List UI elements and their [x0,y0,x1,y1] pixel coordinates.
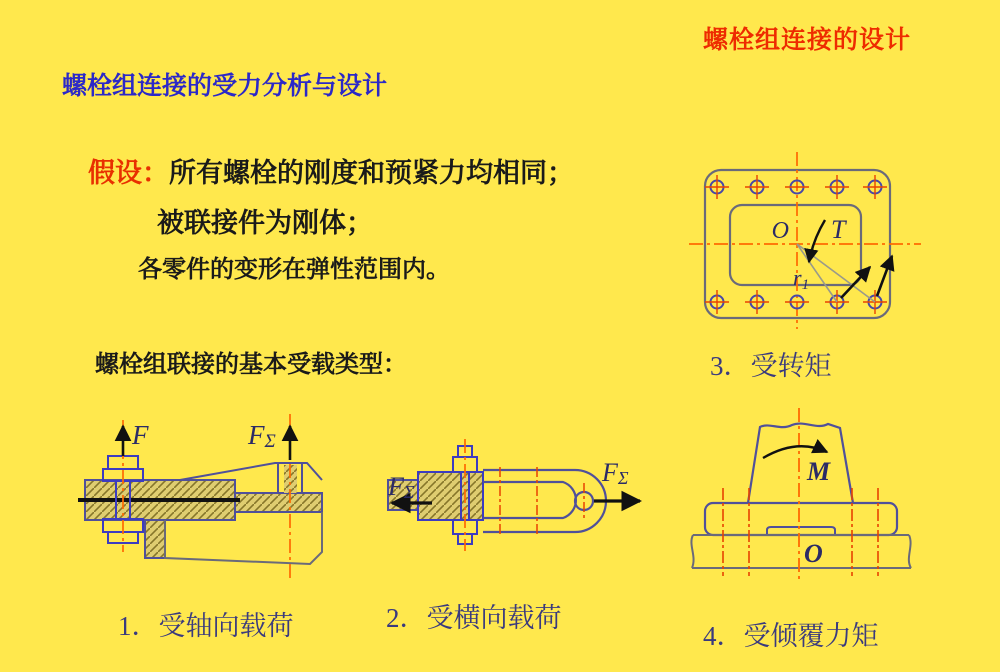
overturning-moment-diagram [685,400,960,590]
center-label: O [804,539,823,568]
force-label-F-sigma: FΣ [248,420,276,452]
assumption-label: 假设： [88,158,169,188]
assumption-line-2: 被联接件为刚体； [157,208,373,238]
radius-label: r1 [793,265,810,293]
page-title: 螺栓组连接的受力分析与设计 [62,72,388,100]
caption-overturning-moment: 4．受倾覆力矩 [703,621,879,651]
bolt-axis-lines [723,488,878,576]
caption-transverse-load: 2．受横向载荷 [386,603,562,633]
torque-diagram [685,148,925,333]
assumption-line-3: 各零件的变形在弹性范围内。 [138,256,450,283]
moment-label: M [807,457,831,486]
corner-title: 螺栓组连接的设计 [703,27,912,54]
torque-arrow [809,220,825,262]
caption-axial-load: 1．受轴向载荷 [118,611,294,641]
tangential-force-arrow-1 [841,267,870,298]
force-label-left: FΣ [388,472,415,502]
force-label-F: F [132,420,149,450]
transverse-load-diagram [380,425,670,575]
axial-load-diagram [70,400,370,600]
caption-torque: 3．受转矩 [710,351,832,381]
clamped-flange-section [78,463,322,564]
section-heading: 螺栓组联接的基本受载类型： [95,351,407,378]
force-label-right: FΣ [602,458,629,488]
radius-line-1 [797,244,837,302]
bracket-column [748,424,853,503]
clevis-fork [483,470,606,532]
assumption-line-1 [88,151,574,190]
assumption-text-1: 所有螺栓的刚度和预紧力均相同； [169,158,574,188]
locating-pad [767,527,835,535]
torque-label: T [831,215,846,244]
bracket-flange [705,503,897,535]
center-label: O [771,218,789,244]
